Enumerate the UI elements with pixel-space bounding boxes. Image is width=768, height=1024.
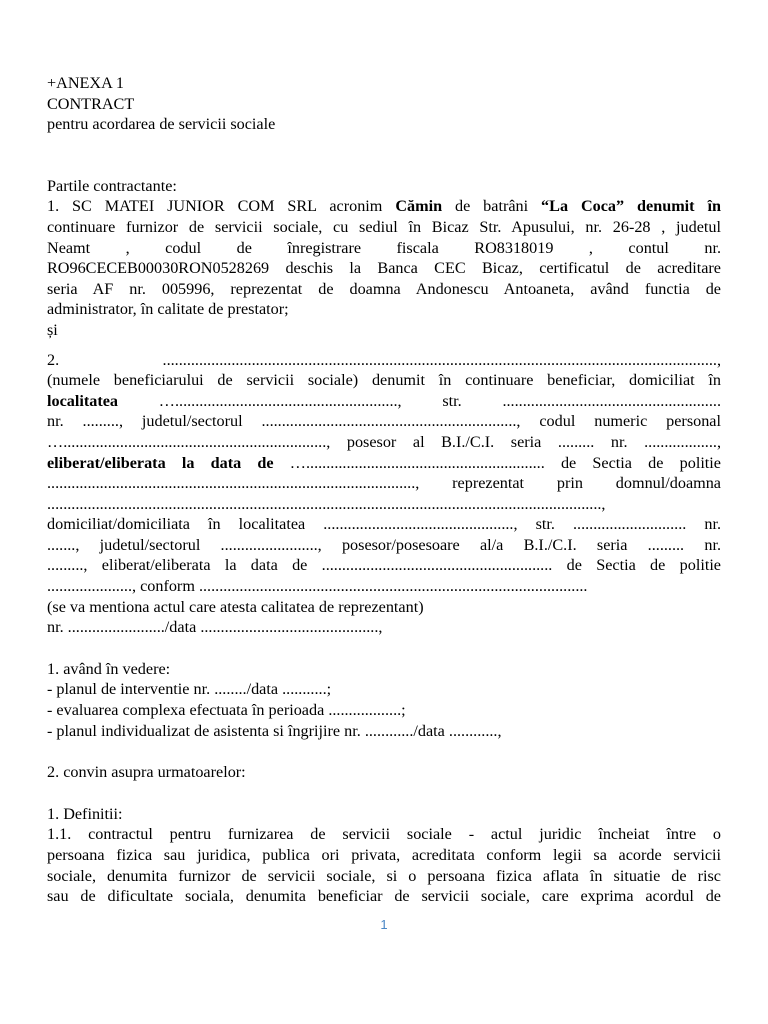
- party1-line-2: continuare furnizor de servicii sociale, cu sediul în Bicaz Str. Apusului, nr. 26-28 , judetul: [47, 217, 721, 236]
- and-conjunction: și: [47, 320, 58, 339]
- definition-line-3: sociale, denumita furnizor de servicii sociale, si o persoana fizica aflata în situatie de risc: [47, 866, 721, 885]
- party2-line-3: localitatea …......................................................., str. ......................................................: [47, 391, 721, 410]
- consideration-item-2: - evaluarea complexa efectuata în perioada ..................;: [47, 701, 406, 720]
- party2-line-11: ........., eliberat/eliberata la data de ......................................................... de Sectia de politie: [47, 556, 721, 575]
- party2-line-10: ......., judetul/sectorul ........................, posesor/posesoare al/a B.I./C.I. seria ......... nr.: [47, 535, 721, 554]
- party1-line-3: Neamt , codul de înregistrare fiscala RO8318019 , contul nr.: [47, 238, 721, 257]
- definition-line-2: persoana fizica sau juridica, publica ori privata, acreditata conform legii sa acorde servicii: [47, 846, 721, 864]
- agreement-line: 2. convin asupra urmatoarelor:: [47, 763, 246, 782]
- bold-localitatea: localitatea: [47, 391, 119, 410]
- bold-camin: Cămin: [395, 197, 443, 216]
- party1-line-5: seria AF nr. 005996, reprezentat de doamna Andonescu Antoaneta, având functia de: [47, 279, 721, 298]
- consideration-item-3: - planul individualizat de asistenta si îngrijire nr. ............/data ............,: [47, 721, 502, 740]
- party1-line-1: 1. SC MATEI JUNIOR COM SRL acronim Cămin de batrâni “La Coca” denumit în: [47, 197, 721, 216]
- document-body: [47, 73, 721, 907]
- party2-line-5: …................................................................., posesor al B.I./C.I. seria ......... nr. ..................,: [47, 432, 721, 451]
- document-subtitle: pentru acordarea de servicii sociale: [47, 115, 276, 134]
- party1-line-6: administrator, în calitate de prestator;: [47, 300, 289, 319]
- definition-line-4: sau de dificultate sociala, denumita beneficiar de servicii sociale, care exprima acordul de: [47, 887, 721, 906]
- definitions-heading: 1. Definitii:: [47, 804, 123, 823]
- bold-eliberat: eliberat/eliberata la data de: [47, 453, 274, 472]
- bold-la-coca: “La Coca” denumit în: [541, 197, 721, 216]
- party2-line-8: .........................................................................................................................................,: [47, 494, 606, 513]
- consideration-item-1: - planul de interventie nr. ......../data ...........;: [47, 680, 332, 699]
- party2-line-1: 2. .........................................................................................................................................,: [47, 350, 721, 369]
- party2-line-4: nr. ........., judetul/sectorul ..............................................................., codul numeric personal: [47, 412, 721, 431]
- document-title: CONTRACT: [47, 94, 135, 113]
- party2-line-14: nr. ......................../data ............................................,: [47, 618, 383, 637]
- party2-line-2: (numele beneficiarului de servicii sociale) denumit în continuare beneficiar, domiciliat în: [47, 371, 721, 390]
- consideration-heading: 1. având în vedere:: [47, 659, 171, 678]
- page-number: 1: [380, 917, 388, 932]
- annex-label: +ANEXA 1: [47, 74, 125, 92]
- party2-line-6: eliberat/eliberata la data de …........................................................... de Sectia de politie: [47, 453, 721, 472]
- definition-line-1: 1.1. contractul pentru furnizarea de servicii sociale - actul juridic încheiat între o: [47, 825, 721, 844]
- party2-line-12: ....................., conform ................................................................................................: [47, 577, 588, 596]
- party2-line-7: ..........................................................................................., reprezentat prin domnul/doamna: [47, 474, 721, 493]
- party1-line-4: RO96CECEB00030RON0528269 deschis la Banca CEC Bicaz, certificatul de acreditare: [47, 259, 721, 278]
- party2-line-13: (se va mentiona actul care atesta calitatea de reprezentant): [47, 597, 424, 616]
- parties-heading: Partile contractante:: [47, 176, 177, 195]
- party2-line-9: domiciliat/domiciliata în localitatea ..............................................., str. ............................ nr.: [47, 515, 721, 534]
